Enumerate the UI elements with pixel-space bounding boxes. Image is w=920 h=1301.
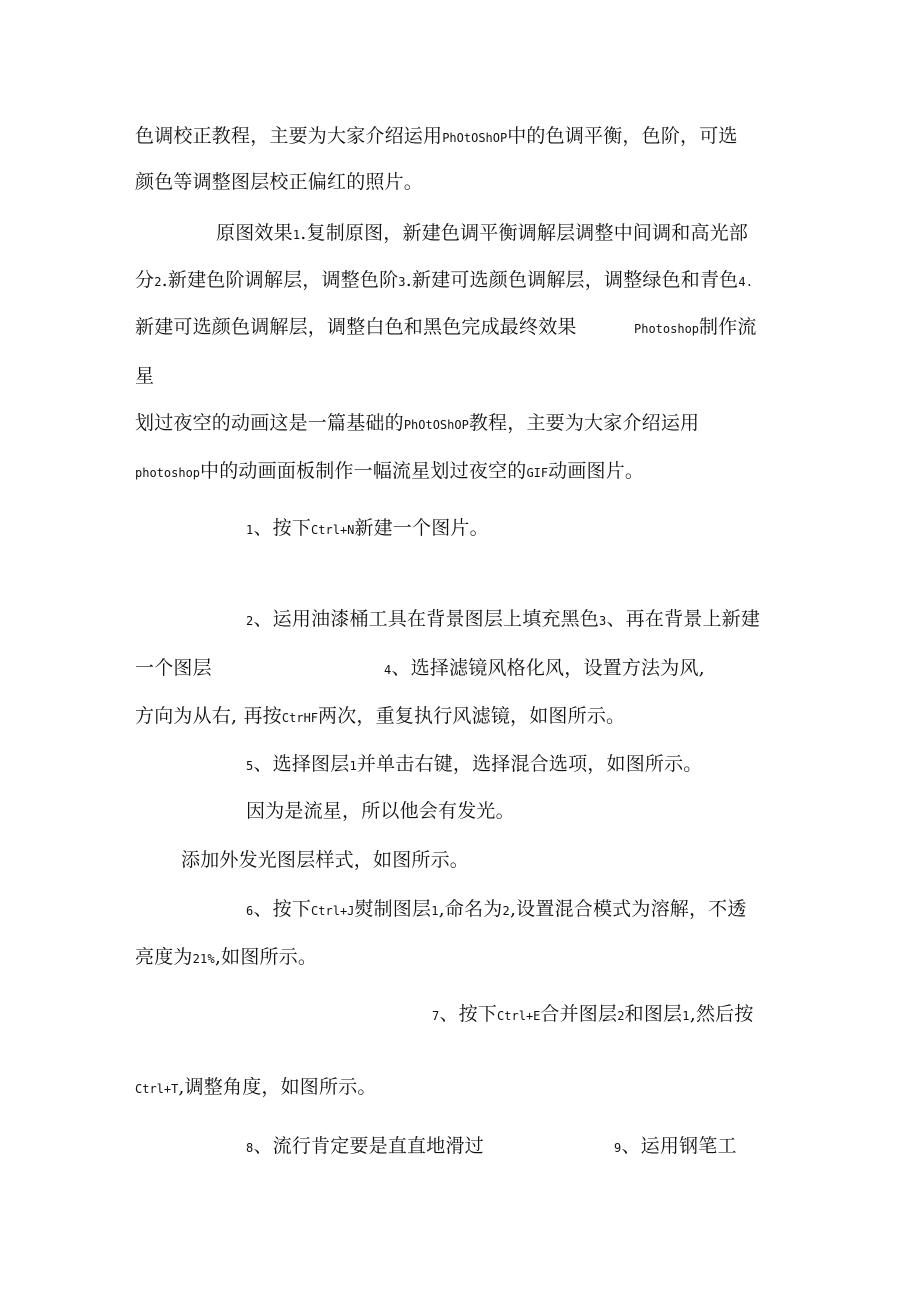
software-name: Photoshop — [634, 322, 700, 336]
text: 、流行肯定要是直直地滑过 — [253, 1135, 484, 1157]
text: 并单击右键，选择混合选项，如图所示。 — [356, 753, 703, 775]
step-number: 1 — [349, 759, 357, 773]
step-1 — [246, 514, 489, 544]
text-line — [135, 1073, 377, 1103]
text: 新建一个图片。 — [354, 517, 489, 539]
step-number: 6 — [246, 904, 254, 918]
text: 制作流 — [699, 316, 757, 338]
step-number: 3 — [398, 275, 406, 289]
text: 、按下 — [253, 898, 312, 920]
text: 中的色调平衡，色阶，可选 — [507, 125, 738, 147]
text: 因为是流星，所以他会有发光。 — [246, 800, 515, 822]
text: 分 — [135, 269, 155, 291]
text: 、运用钢笔工 — [621, 1135, 737, 1157]
text-line — [135, 943, 317, 973]
text-line — [634, 313, 757, 343]
text-line — [135, 457, 644, 487]
step-number: 3 — [599, 614, 607, 628]
text: 、按下 — [439, 1003, 498, 1025]
text: 、再在背景上新建 — [606, 608, 761, 630]
text: 和图层 — [624, 1003, 683, 1025]
shortcut-key: Ctrl+N — [311, 523, 355, 537]
step-number: 5 — [246, 759, 254, 773]
step-number: 4. — [738, 275, 754, 289]
text-line — [181, 846, 469, 874]
text-line — [135, 313, 577, 341]
layer-number: 1 — [431, 904, 439, 918]
step-7 — [432, 1000, 754, 1030]
text: 色调校正教程，主要为大家介绍运用 — [135, 125, 443, 147]
step-number: 2 — [246, 614, 254, 628]
text: 一个图层 — [135, 657, 212, 679]
step-2 — [246, 605, 760, 635]
step-number: 2 — [154, 275, 162, 289]
text: ,命名为 — [438, 898, 503, 920]
text: 合并图层 — [540, 1003, 618, 1025]
step-number: 7 — [432, 1009, 440, 1023]
text-line — [135, 122, 738, 152]
text: 颜色等调整图层校正偏红的照片。 — [135, 171, 424, 193]
software-name: PhOtOShOP — [403, 418, 469, 432]
text: 、运用油漆桶工具在背景图层上填充黑色 — [253, 608, 600, 630]
text-line — [135, 362, 154, 390]
text-line — [216, 219, 748, 249]
step-5 — [246, 750, 703, 780]
text: 原图效果 — [216, 222, 293, 244]
step-number: 1 — [292, 228, 301, 242]
text: 、选择图层 — [253, 753, 350, 775]
step-number: 1 — [246, 523, 254, 537]
text: 方向为从右, 再按 — [135, 705, 282, 727]
text: .新建可选颜色调解层，调整绿色和青色 — [405, 269, 739, 291]
step-number: 4 — [384, 663, 392, 677]
format-name: GIF — [526, 466, 549, 480]
text: 动画图片。 — [548, 460, 645, 482]
shortcut-key: CtrHF — [281, 711, 319, 725]
shortcut-key: Ctrl+T — [135, 1082, 179, 1096]
text-line — [135, 409, 699, 439]
text: 两次，重复执行风滤镜，如图所示。 — [318, 705, 626, 727]
text: 中的动画面板制作一幅流星划过夜空的 — [200, 460, 527, 482]
text-line — [135, 168, 423, 196]
step-8 — [246, 1132, 484, 1162]
text: 新建可选颜色调解层，调整白色和黑色完成最终效果 — [135, 316, 577, 338]
text: ,如图所示。 — [214, 946, 318, 968]
layer-number: 2 — [617, 1009, 625, 1023]
text: ,调整角度，如图所示。 — [178, 1076, 377, 1098]
step-6 — [246, 895, 747, 925]
text: 亮度为 — [135, 946, 193, 968]
text: 划过夜空的动画这是一篇基础的 — [135, 412, 404, 434]
text-line — [135, 266, 753, 296]
text-line — [135, 702, 625, 732]
shortcut-key: Ctrl+E — [497, 1009, 541, 1023]
layer-number: 2 — [502, 904, 510, 918]
text-line — [246, 797, 515, 825]
step-number: 9 — [614, 1141, 622, 1155]
software-name: photoshop — [135, 466, 201, 480]
step-9 — [614, 1132, 737, 1162]
layer-number: 1 — [682, 1009, 690, 1023]
step-number: 8 — [246, 1141, 254, 1155]
software-name: PhOtOShOP — [442, 131, 508, 145]
text: 星 — [135, 365, 155, 387]
opacity-value: 21% — [192, 952, 215, 966]
text: .复制原图，新建色调平衡调解层调整中间调和高光部 — [300, 222, 749, 244]
text: 教程，主要为大家介绍运用 — [468, 412, 700, 434]
text-line — [135, 654, 212, 682]
shortcut-key: Ctrl+J — [311, 904, 355, 918]
text: 、按下 — [253, 517, 312, 539]
step-4 — [384, 654, 705, 684]
text: .新建色阶调解层，调整色阶 — [161, 269, 399, 291]
text: ,然后按 — [689, 1003, 754, 1025]
text: 、选择滤镜风格化风，设置方法为风, — [391, 657, 705, 679]
text: ,设置混合模式为溶解，不透 — [509, 898, 747, 920]
text: 熨制图层 — [354, 898, 432, 920]
text: 添加外发光图层样式，如图所示。 — [181, 849, 470, 871]
